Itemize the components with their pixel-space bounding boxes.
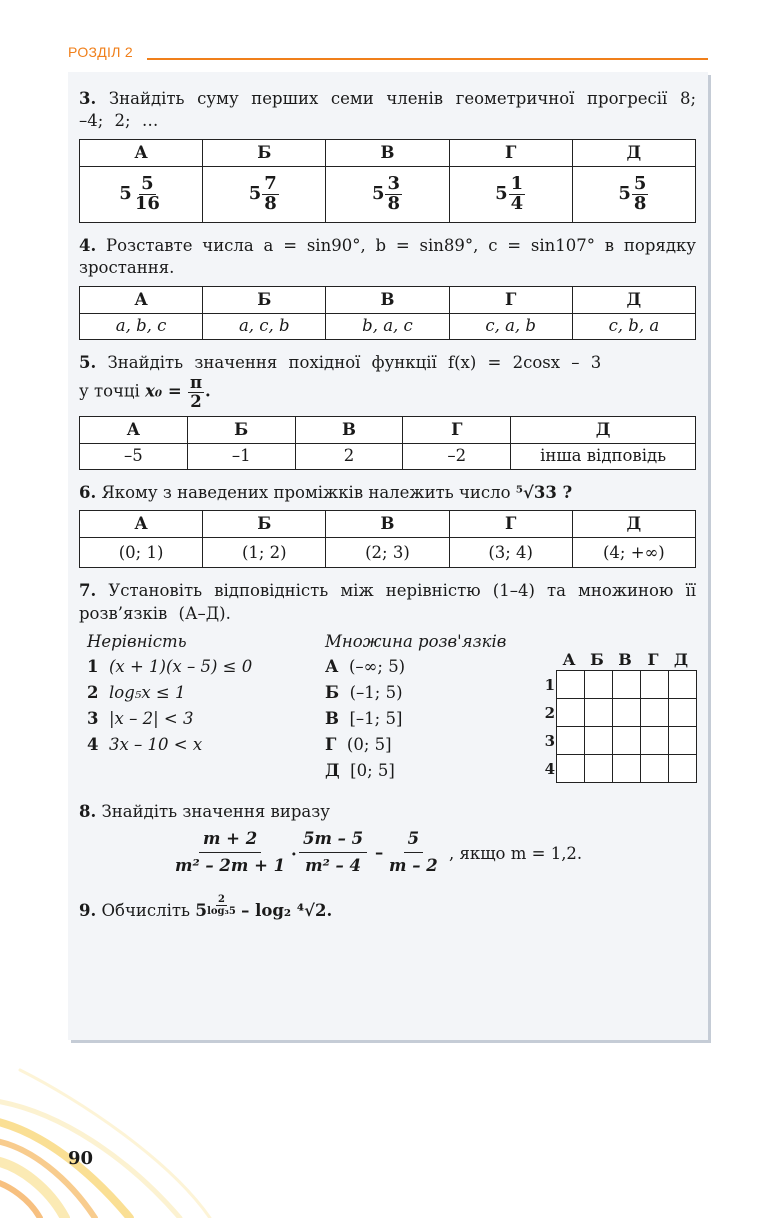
- option-value: (0; 1): [80, 538, 203, 568]
- whole-part: 5: [495, 183, 508, 205]
- question-9: [79, 894, 696, 923]
- denominator: 4: [510, 192, 524, 214]
- answer-table-q4: [79, 286, 696, 340]
- decorative-swirl: [0, 1060, 260, 1218]
- grid-cell[interactable]: [556, 754, 585, 783]
- option-letter: В: [326, 139, 449, 166]
- option-value: a, c, b: [203, 313, 326, 339]
- question-8: [79, 801, 696, 823]
- question-text: Знайдіть значення виразу: [101, 802, 330, 822]
- question-number: 6.: [79, 482, 97, 502]
- grid-cell[interactable]: [556, 670, 585, 699]
- question-5-line2: у точці x₀ = $\frac{\pi}{2}$ .: [79, 373, 211, 411]
- option-letter: Д: [572, 511, 695, 538]
- exponent-numerator: 2: [217, 893, 225, 905]
- option-letter: Д: [572, 139, 695, 166]
- row-number: 3: [87, 708, 99, 728]
- grid-cell[interactable]: [640, 754, 669, 783]
- grid-row-number: 1: [544, 675, 555, 694]
- denominator: 2: [190, 391, 202, 411]
- question-7: [79, 580, 696, 625]
- denominator: m² – 4: [305, 856, 362, 875]
- set-row: [325, 758, 506, 784]
- fraction-1: [171, 828, 289, 878]
- option-letter: Г: [449, 511, 572, 538]
- grid-cell[interactable]: [584, 670, 613, 699]
- grid-row-number: 3: [544, 731, 555, 750]
- numerator: 1: [510, 172, 524, 194]
- minus-sign: –: [375, 842, 384, 862]
- set-letter: В: [325, 708, 339, 728]
- option-value: –2: [403, 443, 511, 469]
- numerator: π: [189, 373, 203, 393]
- question-text: Розставте числа a = sin90°, b = sin89°, c = sin107° в порядку зростання.: [79, 235, 696, 278]
- option-value: 2: [295, 443, 403, 469]
- option-value: [80, 166, 203, 222]
- grid-row-number: 4: [544, 759, 555, 778]
- grid-cell[interactable]: [668, 726, 697, 755]
- column-title: Множина розв'язків: [325, 632, 507, 652]
- question-text: Установіть відповідність між нерівністю (1–4) та множиною її розв’язків (А–Д).: [79, 581, 696, 623]
- exercise-content: [79, 88, 696, 923]
- grid-cell[interactable]: [612, 726, 641, 755]
- question-number: 4.: [79, 235, 97, 255]
- column-title: Нерівність: [87, 632, 187, 652]
- set-letter: Б: [325, 682, 340, 702]
- inequality: |x – 2| < 3: [108, 708, 194, 728]
- option-letter: Д: [511, 416, 696, 443]
- option-value: [449, 166, 572, 222]
- expression-condition: , якщо m = 1,2.: [449, 843, 583, 863]
- question-number: 5.: [79, 352, 97, 372]
- option-letter: Г: [449, 139, 572, 166]
- answer-table-q5: [79, 416, 696, 470]
- row-number: 4: [87, 734, 99, 754]
- grid-column-letter: Г: [647, 650, 659, 670]
- option-letter: Г: [449, 286, 572, 313]
- question-text: Знайдіть суму перших семи членів геометричної прогресії 8; –4; 2; …: [79, 89, 697, 131]
- grid-cell[interactable]: [668, 754, 697, 783]
- set-interval: [–1; 5]: [349, 708, 403, 728]
- x0-label: x₀ =: [145, 381, 182, 401]
- option-letter: Б: [203, 139, 326, 166]
- grid-cell[interactable]: [556, 726, 585, 755]
- grid-column-letter: А: [562, 650, 576, 670]
- option-letter: А: [80, 511, 203, 538]
- denominator: 8: [264, 192, 277, 214]
- whole-part: 5: [248, 183, 262, 205]
- option-letter: В: [326, 511, 449, 538]
- option-value: (3; 4): [449, 538, 572, 568]
- set-row: [325, 654, 506, 680]
- grid-column-letter: В: [618, 650, 632, 670]
- option-letter: А: [80, 416, 188, 443]
- grid-cell[interactable]: [640, 670, 669, 699]
- exponent-denominator: log₃5: [207, 905, 236, 917]
- row-number: 1: [87, 656, 99, 676]
- sets-column: [325, 631, 506, 783]
- question-number: 3.: [79, 89, 97, 108]
- question-6: [79, 482, 696, 504]
- denominator: 8: [633, 192, 647, 214]
- question-number: 7.: [79, 581, 97, 601]
- question-text: Якому з наведених проміжків належить число: [101, 482, 511, 502]
- inequalities-column: [87, 631, 252, 757]
- option-letter: Б: [187, 416, 295, 443]
- header-rule: [147, 58, 708, 60]
- numerator: 3: [387, 172, 400, 194]
- numerator: 7: [264, 172, 277, 194]
- whole-part: 5: [119, 183, 132, 205]
- option-value: (4; +∞): [572, 538, 695, 568]
- set-row: [325, 706, 506, 732]
- option-value: інша відповідь: [511, 443, 696, 469]
- set-row: [325, 732, 506, 758]
- grid-row-number: 2: [544, 703, 555, 722]
- option-value: c, b, a: [572, 313, 695, 339]
- inequality-row: [87, 706, 252, 732]
- grid-cell[interactable]: [668, 698, 697, 727]
- question-number: 9.: [79, 900, 97, 920]
- option-letter: Д: [572, 286, 695, 313]
- option-value: [203, 166, 326, 222]
- multiply-dot: ·: [291, 844, 297, 864]
- grid-cell[interactable]: [640, 698, 669, 727]
- set-interval: [0; 5]: [350, 760, 395, 780]
- grid-cell[interactable]: [584, 698, 613, 727]
- set-interval: (0; 5]: [346, 734, 392, 754]
- option-letter: Б: [203, 286, 326, 313]
- grid-cell[interactable]: [612, 698, 641, 727]
- option-letter: В: [295, 416, 403, 443]
- denominator: m – 2: [389, 856, 438, 875]
- question-3: [79, 88, 696, 133]
- answer-table-q3: [79, 139, 696, 223]
- fraction-3: [385, 828, 442, 878]
- inequality: log₅x ≤ 1: [108, 682, 186, 702]
- option-value: c, a, b: [449, 313, 572, 339]
- option-value: (1; 2): [203, 538, 326, 568]
- question-text: Обчисліть: [101, 900, 190, 920]
- option-value: a, b, c: [80, 313, 203, 339]
- page-number: 90: [68, 1148, 94, 1169]
- option-letter: Г: [403, 416, 511, 443]
- row-number: 2: [87, 682, 99, 702]
- section-header: РОЗДІЛ 2: [68, 44, 134, 60]
- expression-rest: – log₂ ⁴√2.: [241, 900, 333, 920]
- grid-cell[interactable]: [556, 698, 585, 727]
- expression-q8: [79, 828, 696, 886]
- answer-table-q6: [79, 510, 696, 568]
- inequality: 3x – 10 < x: [108, 734, 203, 754]
- option-value: (2; 3): [326, 538, 449, 568]
- inequality: (x + 1)(x – 5) ≤ 0: [108, 656, 253, 676]
- answer-grid: [533, 649, 697, 783]
- option-letter: А: [80, 139, 203, 166]
- grid-cell[interactable]: [584, 726, 613, 755]
- grid-column-letter: Б: [590, 650, 604, 670]
- option-value: –5: [80, 443, 188, 469]
- whole-part: 5: [618, 183, 631, 205]
- numerator: m + 2: [199, 828, 261, 853]
- matching-block: [79, 631, 696, 801]
- denominator: 8: [387, 192, 400, 214]
- denominator: 16: [134, 192, 160, 214]
- grid-cell[interactable]: [612, 754, 641, 783]
- option-letter: А: [80, 286, 203, 313]
- set-letter: А: [325, 656, 339, 676]
- whole-part: 5: [371, 183, 385, 205]
- fraction-2: [299, 828, 367, 878]
- option-value: –1: [187, 443, 295, 469]
- grid-cell[interactable]: [668, 670, 697, 699]
- question-text: Знайдіть значення похідної функції f(x) = 2cosx – 3: [107, 352, 602, 372]
- inequality-row: [87, 732, 252, 758]
- option-value: [572, 166, 695, 222]
- set-interval: (–1; 5): [349, 682, 403, 702]
- numerator: 5: [404, 828, 423, 853]
- question-number: 8.: [79, 802, 97, 822]
- question-4: [79, 235, 696, 280]
- option-value: [326, 166, 449, 222]
- question-5: [79, 352, 696, 374]
- set-row: [325, 680, 506, 706]
- set-letter: Д: [325, 760, 340, 780]
- option-letter: В: [326, 286, 449, 313]
- grid-column-letter: Д: [673, 650, 689, 670]
- grid-cell[interactable]: [612, 670, 641, 699]
- numerator: 5: [633, 172, 647, 194]
- set-letter: Г: [325, 734, 337, 754]
- option-value: b, a, c: [326, 313, 449, 339]
- denominator: m² – 2m + 1: [175, 856, 286, 875]
- grid-cell[interactable]: [640, 726, 669, 755]
- grid-cell[interactable]: [584, 754, 613, 783]
- inequality-row: [87, 680, 252, 706]
- question-text: у точці: [79, 381, 140, 401]
- root-expression: ⁵√33 ?: [515, 482, 573, 502]
- inequality-row: [87, 654, 252, 680]
- numerator: 5: [141, 172, 154, 194]
- power-base: 5: [195, 900, 208, 921]
- set-interval: (–∞; 5): [348, 656, 406, 676]
- numerator: 5m – 5: [299, 828, 367, 853]
- option-letter: Б: [203, 511, 326, 538]
